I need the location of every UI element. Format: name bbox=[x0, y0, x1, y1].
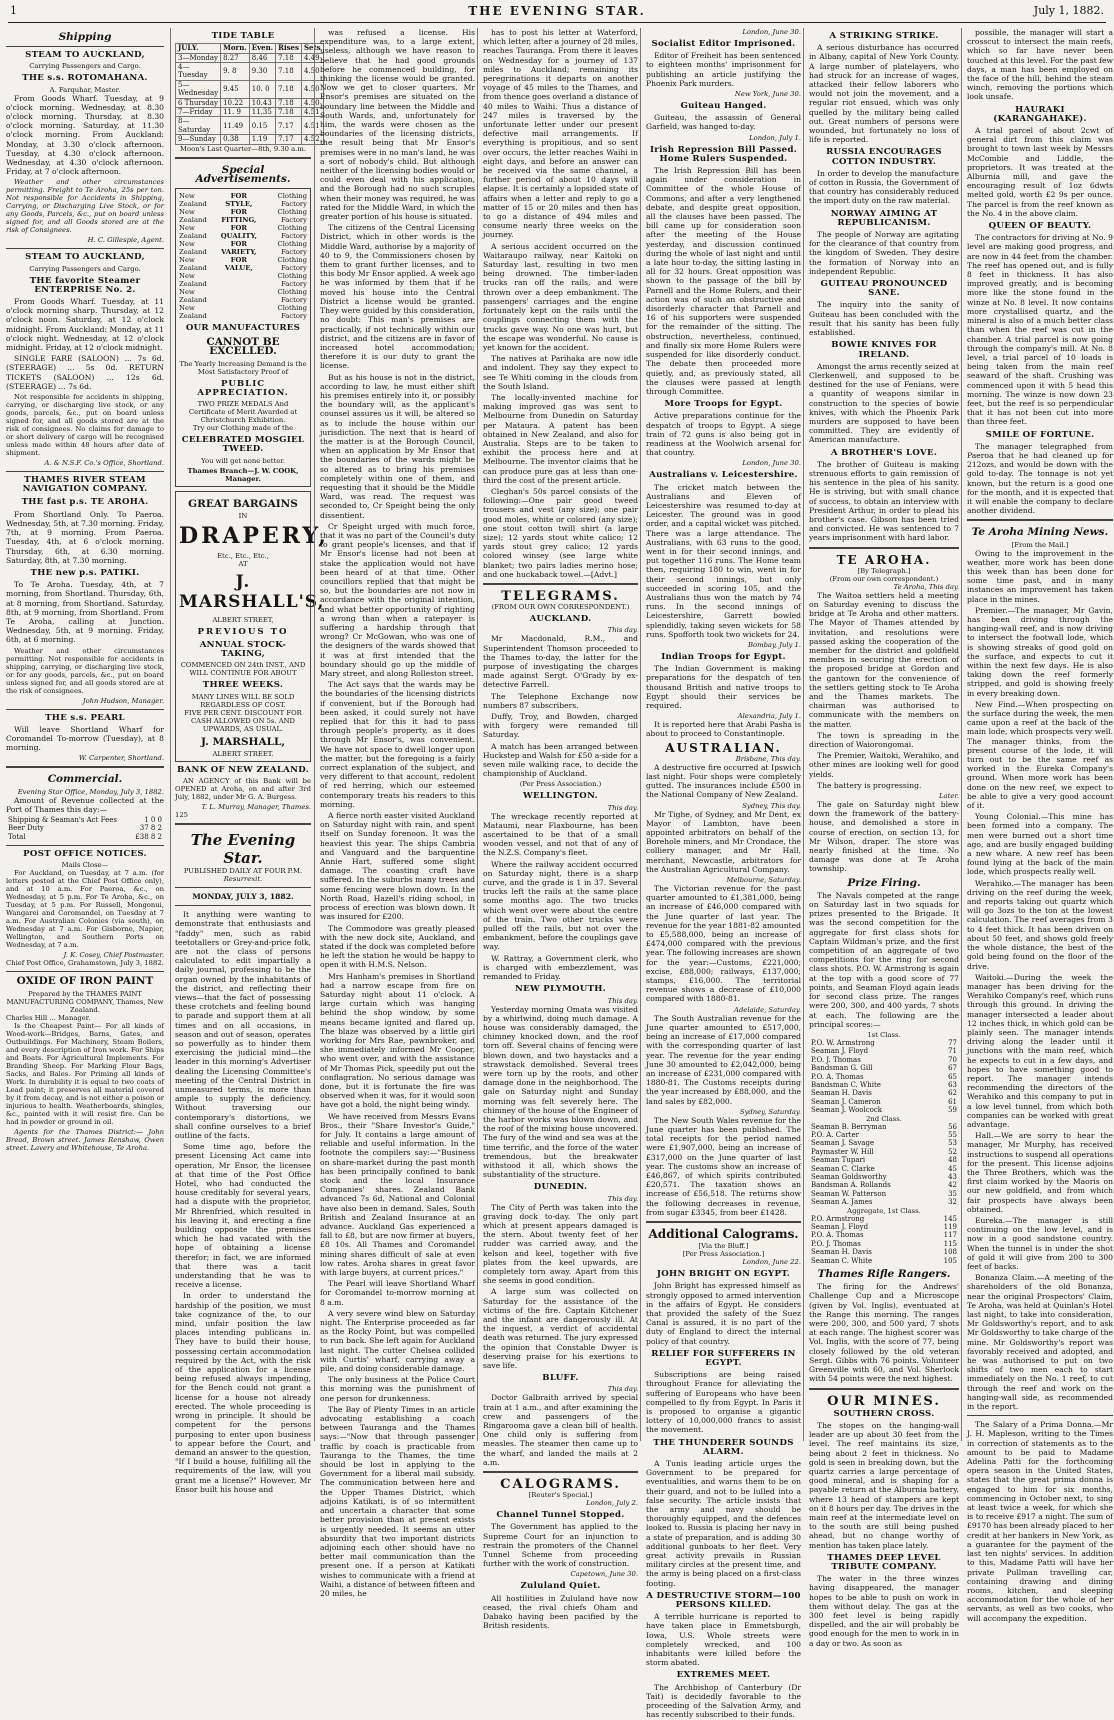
table-row: P.O. J. Thomas 70 bbox=[811, 1055, 957, 1064]
article-heading: THE THUNDERER SOUNDS ALARM. bbox=[653, 1437, 794, 1457]
section-additional-calograms: Additional Calograms. bbox=[648, 1226, 799, 1241]
section-aroha-mining-news: Te Aroha Mining News. bbox=[971, 526, 1109, 539]
table-row: Seaman H. Davis 62 bbox=[811, 1089, 957, 1098]
table-row: Paymaster W. Hill 52 bbox=[811, 1147, 957, 1156]
section-prize-firing: Prize Firing. bbox=[847, 876, 921, 889]
article-paragraph: The brother of Guiteau is making strenuous efforts to gain remission of his sentence in the plea of his sanity. He is striving, but with small chance of success, to obtain an interview with President Arthur, in order to plead his brother's case. Gibson has been tried and convicted. He was sentenced to 7 years imprisonment with hard labor. bbox=[809, 459, 959, 543]
table-row: Total £38 8 2 bbox=[8, 832, 162, 841]
table-row: Seaman C. White 105 bbox=[811, 1256, 957, 1265]
table-row: Seaman J. Floyd 119 bbox=[811, 1223, 957, 1232]
ad-rotomahana-heading: STEAM TO AUCKLAND, bbox=[25, 50, 145, 61]
table-row: P.O. A. Carter 55 bbox=[811, 1130, 957, 1139]
post-subheading: Mails Close— bbox=[61, 861, 109, 870]
ad-heading: CANNOT BE EXCELLED. bbox=[206, 336, 280, 358]
article-paragraph: Cleghan's 50s parcel consists of the following:—One pair good tweed trousers and vest (any size); one pair good moles, white or colored (any size); one stout cotton twill shirt (a large size); 12 yards stout white calico; 12 yards stout grey calico; 12 yards colored winsey (see large white blanket; two pairs ladies merino hose; and one huckaback towel.—[Advt.] bbox=[483, 486, 638, 579]
ad-note: Weather and other circumstances permitting. Freight to Te Aroha, 25s per ton. Not responsible for Accidents in Shipping, Carrying, or Discharging Live Stock, or for any Goods, Parcels, &c., put on board unless signed for, and all Goods stored are at the risk of Consignees. bbox=[6, 178, 164, 235]
article-paragraph: Duffy, Troy, and Bowden, charged with forgery were remanded till Saturday. bbox=[483, 712, 638, 740]
article-paragraph: For Auckland, on Tuesday, at 7 a.m. (for letters posted at the Chief Post Office only), and at 10 a.m. For Paeroa, &c., on Wednesday, at 5 p.m. For Te Aroha, &c., on Tuesday, at 5 p.m. For Russell, Mongonui, Wangarei and Coromandel, on Tuesday at 7 a.m. For Australian Colonies (via south), on Wednesday at 7 a.m. For Gisborne, Napier, Wellington, and Southern Ports on Wednesday, at 7 a.m. bbox=[6, 869, 164, 950]
article-paragraph: But as his house is not in the district, according to law, he must either shift his premises entirely into it, or possibly the boundary will, as the applicant's counsel assures us it will, be altered so as to include the house within our jurisdiction. The next that is heard of the matter is at the Borough Council, when an application by Mr Ensor that the boundaries of the wards might be so altered as to bring his premises completely within one of them, and requesting that it should be the Middle Ward, was read. The request was seconded to, Cr Speight being the only dissentient. bbox=[320, 372, 475, 520]
article-paragraph: The Telephone Exchange now numbers 87 subscribers. bbox=[483, 691, 638, 710]
article-heading: More Troops for Egypt. bbox=[664, 399, 783, 410]
article-heading: Indian Troops for Egypt. bbox=[661, 651, 786, 662]
article-paragraph: A terrible hurricane is reported to have taken place in Emmetsburgh, Iowa, U.S. Whole streets were completely wrecked, and 100 inhabitants were killed before the storm abated. bbox=[646, 1612, 801, 1668]
article-paragraph: A Tunis leading article urges the Government to be prepared for eventualities, and warns them to be on their guard, and not to be lulled into a false security. The article insists that the army and navy should be thoroughly equipped, and the defences looked to. Russia is placing her navy in a state of preparation, and is adding 30 additional gunboats to her fleet. Very great activity prevails in Russian military circles at the present time, and the army is being placed on a first-class footing. bbox=[646, 1459, 801, 1588]
table-row: P.O. A. Thomas 117 bbox=[811, 1231, 957, 1240]
scores-first-class bbox=[809, 1039, 959, 1115]
table-row: Seaman C. Clarke 45 bbox=[811, 1164, 957, 1173]
paper-nameplate: The Evening Star. bbox=[190, 830, 296, 867]
dateline-place: NEW PLYMOUTH. bbox=[514, 984, 607, 995]
leader-date: MONDAY, JULY 3, 1882. bbox=[192, 891, 294, 901]
article-paragraph: The Indian Government is making preparations for the despatch of ten thousand British and native troops to Egypt should their services be required. bbox=[646, 664, 801, 710]
article-heading: A BROTHER'S LOVE. bbox=[830, 447, 938, 458]
paint-ad-heading: OXIDE OF IRON PAINT bbox=[16, 975, 154, 988]
section-commercial: Commercial. bbox=[47, 773, 123, 786]
ship-name: THE favorite Steamer ENTERPRISE No. 2. bbox=[29, 275, 141, 295]
article-paragraph: John Bright has expressed himself as strongly opposed to armed intervention in the affairs of Egypt. He considers that provided the safety of the Suez Canal is assured, it is no part of the duty of England to direct the internal policy of that country. bbox=[646, 1281, 801, 1346]
ad-body: From Goods Wharf. Tuesday, at 9 o'clock morning. Wednesday, at 8.30 o'clock morning. Thursday, at 8.30 o'clock morning. Saturday, at 11.30 o'clock morning. From Auckland: Monday, at 3.30 o'clock afternoon. Tuesday, at 4.30 o'clock afternoon. Wednesday, at 4.30 o'clock afternoon. Friday, at 7 o'clock afternoon. bbox=[6, 93, 164, 177]
signature: J. K. Cosey, Chief Postmaster. bbox=[63, 951, 164, 960]
section-rifle-rangers: Thames Rifle Rangers. bbox=[817, 1268, 951, 1281]
ad-agents: Agents for the Thames District:— John Bread, Brown street. James Renshaw, Owen street. Lavery and Whitehouse, Te Aroha. bbox=[6, 1127, 164, 1152]
table-row: Seaman Tupari 48 bbox=[811, 1156, 957, 1165]
ship-master: A. Farquhar, Master. bbox=[49, 85, 121, 94]
article-paragraph: Werahiko.—The manager has been driving on the reef during the week, and reports taking out quartz which will go 3ozs to the ton at the lowest calculation. The reef averages from 3 to 4 feet thick. It has been driven on about 50 feet, and shows gold freely the whole distance, the best of the gold being found on the floor of the drive. bbox=[967, 878, 1113, 971]
scores-second-class bbox=[809, 1123, 959, 1207]
article-paragraph: The firing for the Andrews' Challenge Cup and a Microscope (given by Vol. Inglis), eventuated at the Range this morning. The ranges were 200, 300, and 500 yard, 7 shots at each range. The highest scorer was Vol. Inglis, with the score of 77, being closely followed by the old veteran Sergt. Gibbs with 76 points. Volunteer Greenville with 60, and Vol. Sherlock with 54 points were the next highest. bbox=[809, 1282, 959, 1384]
article-paragraph: We have received from Messrs Evans Bros., their "Share Investor's Guide," for July. It contains a large amount of reliable and useful information. In the footnote the compilers say:—"Business on share-market during the past month has been principally confined to bank stock and the local Insurance Companies' shares. Zealand Bank advanced 7s 6d, National and Colonial have also been in demand. Sales, South British and Zealand Insurance at an advance. Auckland Gas experienced a fall to £8, but are now firmer at buyers, £8 10s. All Thames and Coromandel mining shares difficult of sale at even low rates. Aroha shares in great favor with large buyers, at current prices." bbox=[320, 1111, 475, 1278]
article-paragraph: The Pearl will leave Shortland Wharf for Coromandel to-morrow morning at 8 a.m. bbox=[320, 1279, 475, 1307]
section-calograms: CALOGRAMS. bbox=[500, 1477, 621, 1493]
table-row: P.O. J. Thomas 115 bbox=[811, 1239, 957, 1248]
article-paragraph: The town is spreading in the direction of Waiorongomai. bbox=[809, 730, 959, 750]
article-paragraph: All hostilities in Zululand have now ceased, the rival chiefs Oham and Dabako having been pacified by the British residents. bbox=[483, 1593, 638, 1631]
article-heading: Zululand Quiet. bbox=[520, 1581, 601, 1592]
article-paragraph: The wreckage recently reported at Mataumi, near Flaxbourne, has been ascertained to be that of a small wooden vessel, and not that of any of the N.Z.S. Company's fleet. bbox=[483, 811, 638, 858]
table-row: Bandsman C. White 63 bbox=[811, 1080, 957, 1089]
leader-paragraph: It anything were wanting to demonstrate that enthusiasts and "faddy" men, such as rabid teetotallers or Grey-and-price folk, are not the class of persons calculated to edit impartially a daily journal, professing to be the organ owned by the inhabitants of the district, and reflecting their views—that the fact of possessing these crotchets and feeling bound to parade and support them at all times and on all occasions, in season and out of season, operates so powerfully as to hinder them exercising the judicial mind—the leader in this morning's Advertiser dealing the Licensing Committee's meeting of the Central District in unmeasured terms, is more than ample to supply the deficiency. Without traversing our contemporary's distortions, we shall confine ourselves to a brief outline of the facts. bbox=[175, 910, 311, 1140]
table-row: Seaman J. Savage 53 bbox=[811, 1139, 957, 1148]
article-paragraph: A serious accident occurred on the Waitaraupo railway, near Kaitoki on Saturday last, resulting in two men being drowned. The timber-laden trucks ran off the rails, and were thrown over a deep embankment. The passengers' carriages and the engine fortunately kept on the rails until the couplings connecting them with the trucks gave way. No one was hurt, but the escape was wonderful. No cause is yet known for the accident. bbox=[483, 241, 638, 352]
article-paragraph: Young Colonial.—This mine has been formed into a company. The men were burned out a short time ago, and are busily engaged building a new whare. A new reef has been found lying at the back of the main lode, which prospects really well. bbox=[967, 812, 1113, 877]
article-heading: A DESTRUCTIVE STORM—100 PERSONS KILLED. bbox=[646, 1590, 801, 1611]
article-paragraph: The citizens of the Central Licensing District, which in other words is the Middle Ward, authorise by a majority of 40 to 9, the Commissioners chosen by them to grant further licenses, and to this body Mr Ensor applied. A week ago he was informed by them that if he moved his house into the Central District a license would be granted. They were guided by this consideration, no doubt: This man's premises are practically, if not technically within our district, and the citizens are in favor of increased hotel accommodation; therefore it is our duty to grant the license. bbox=[320, 223, 475, 371]
article-paragraph: The South Australian revenue for the June quarter amounted to £517,000, being an increase of £17,000 compared with the corresponding quarter of last year. The revenue for the year ending June 30 amounted to £2,042,000, being an increase of £231,000 compared with 1880-81. The Customs receipts during the year increased by £88,000, and the land sales by £82,000. bbox=[646, 1013, 801, 1106]
section-telegrams: TELEGRAMS. bbox=[501, 588, 620, 604]
article-paragraph: The gale on Saturday night blew down the framework of the battery-house, and demolished a store in course of erection, on section 13, for Mr Wilson, draper. The store was nearly finished at the time. No damage was done at Te Aroha township. bbox=[809, 800, 959, 874]
ad-text: The Yearly Increasing Demand is the Most Satisfactory Proof of bbox=[179, 359, 307, 376]
ad-heading: GREAT BARGAINS bbox=[188, 497, 298, 510]
section-our-mines: OUR MINES. bbox=[827, 1393, 941, 1409]
article-heading: Irish Repression Bill Passed. Home Rulers Suspended. bbox=[649, 144, 798, 164]
article-paragraph: New Find.—When prospecting on the surface during the week, the men came upon a reef at the back of the main lode, which prospects very well. The manager thinks, from the present course of the lode, it will turn out to be the same reef as worked in the Eureka Company's ground. When more work has been done on the new reef, we expect to be able to give a very good account of it. bbox=[967, 699, 1113, 811]
article-paragraph: A large sum was collected on Saturday for the assistance of the victims of the fire. Captain Kitchener and the infant are dangerously ill. At the inquest, a verdict of accidental death was returned. The jury expressed the opinion that Constable Dwyer is deserving praise for his exertions to save life. bbox=[483, 1287, 638, 1371]
article-paragraph: Mrs Hanham's premises in Shortland had a narrow escape from fire on Saturday night about 11 o'clock. A large curtain which was hanging behind the shop window, by some means became ignited and flared up. The blaze was observed by a little girl working for Mrs Rae, pawnbroker, and she immediately informed Mr Cooper, who went over, and with the assistance of Mr Thomas Pick, speedily put out the conflagration. No serious damage was done, but it is fortunate the fire was observed when it was, for it would soon have got a hold, the night being windy. bbox=[320, 971, 475, 1110]
article-heading: SOUTHERN CROSS. bbox=[833, 1408, 935, 1419]
newspaper-title: THE EVENING STAR. bbox=[468, 4, 646, 18]
ad-body: Will leave Shortland Wharf for Coromandel To-morrow (Tuesday), at 8 morning. bbox=[6, 724, 164, 753]
article-heading: THAMES DEEP LEVEL TRIBUTE COMPANY. bbox=[827, 1552, 941, 1572]
article-heading: Socialist Editor Imprisoned. bbox=[651, 39, 796, 49]
clothing-left-col: New Zealand New Zealand New Zealand New Zealand New Zealand New Zealand New Zealand New Zealand bbox=[179, 192, 207, 321]
article-paragraph: Yesterday morning Omata was visited by a whirlwind, doing much damage. A house was considerably damaged, the chimney knocked down, and the roof torn off. Several chains of fencing were blown down, and two haystacks and a strawstack demolished. Several trees were torn up by the roots, and other damage done in the neighborhood. The gale on Saturday night and Sunday morning was felt severely here. The chimney of the house of the Engineer of the harbor works was blown down, and the roof of the mixing house uncovered. The fury of the wind and sea was at the time terrific, and the force of the water tremendous, but the breakwater withstood it all, which shows the substantiality of the structure. bbox=[483, 1004, 638, 1180]
column-7: possible, the manager will start a crosscut to intersect the main reefs, which so far have never been touched at this level. For the past few days, a man has been employed on the face of the hill, behind the steam winch, removing the portions which look unsafe. HAURAKI (KARANGAHAKE). A trial parcel of about 2cwt of general dirt from this claim was brought to town last week by Messrs McCombie and Liddle, the proprietors. It was treated at the Alburnia mill, and gave the encouraging result of 1oz 6dwts melted gold, worth £2 9s per ounce. The parcel is from the reef known as the No. 4 in the above claim. QUEEN OF BEAUTY. The contractors for driving at No. 9 level are making good progress, and are now in 44 feet from the chamber. The reef has opened out, and is fully 8 feet in thickness. It has also improved greatly, and is becoming more like the stone found in the winze at No. 8 level. It now contains more crystallised quartz, and the mineral is also of a much better class than when the reef was cut in the chamber. A trial parcel is now going through the company's mill. At No. 8 level, a trial parcel of 10 loads is being taken from the main reef seaward of the shaft. Crushing was commenced upon it with 5 head this morning. The winze is now down 23 feet, but the reef is so perpendicular that it has not been cut into more than three feet. SMILE OF FORTUNE. The manager telegraphed from Paeroa that he had cleaned up for 212ozs, and would be down with the gold to-day. The tonnage is not yet known, but the return is a good one for the month, and it is expected that it will enable the company to declare another dividend. Te Aroha Mining News. [From the Mail.] Owing to the improvement in the weather, more work has been done this week than has been done for some time past, and in many instances an improvement has taken place in the mines. Premier.—The manager, Mr Gavin, has been driving through the hanging-wall reef, and is now driving to intersect the footwall lode, which is showing streaks of good gold on the surface, and expects to cut it within the next few days. He is also taking down the reef formerly stripped, and gold is showing freely in every breaking down. New Find.—When prospecting on the surface during the week, the men came upon a reef at the back of the main lode, which prospects very well. The manager thinks, from the present course of the lode, it will turn out to be the same reef as worked in the Eureka Company's ground. When more work has been done on the new reef, we expect to be able to give a very good account of it. Young Colonial.—This mine has been formed into a company. The men were burned out a short time ago, and are busily engaged building a new whare. A new reef has been found lying at the back of the main lode, which prospects really well. Werahiko.—The manager has been driving on the reef during the week, and reports taking out quartz which will go 3ozs to the ton at the lowest calculation. The reef averages from 3 to 4 feet thick. It has been driven on about 50 feet, and shows gold freely the whole distance, the best of the gold being found on the floor of the drive. Waitoki.—During the week the manager has been driving for the Werahiko Company's reef, which runs through this ground. In driving the manager intersected a leader about 12 inches thick, in which gold can be plainly seen. The manager intends driving along the leader until it junctions with the main reef, which he expects to cut in a few days, and hopes to have something good to report. The manager intends recommending the directors of the Werahiko and this company to put in a low level tunnel, from which both companies can be worked with great advantage. Hall.—We are sorry to hear the manager, Mr Murphy, has received instructions to suspend all operations for the present. This license adjoins the Three Brothers, which was the first claim worked by the Maoris on our new goldfield, and from which fair prospects have always been obtained. Eureka.—The manager is still continuing on the low level, and is now in a good sandstone country. When the tunnel is in under the shot of gold it will give from 200 to 300 feet of backs. Bonanza Claim.—A meeting of the shareholders of the old Bonanza, near the original Prospectors' Claim, Te Aroha, was held at Quinlan's Hotel last night, to take into consideration, Mr Goldsworthy's report, and to ask Mr Goldsworthy to take charge of the mine. Mr Goldsworthy's report was favorably received and adopted, and he was authorised to put on two shifts of two men each to start immediately on the No. 1 reef, to cut through the reef and work on the hanging-wall side, as recommended in the report. The Salary of a Prima Donna.—Mr J. H. Mapleson, writing to the Times in correction of statements as to the amount to be paid to Madame Adelina Patti for the forthcoming opera season in the United States, states that the great prima donna is engaged to him for six months, commencing in October next, to sing at least twice a week, for which she is to receive £917 a night. The sum of £9170 has been already placed to her credit at her bankers in New York, as a guarantee for the payment of the last ten nights' services. In addition to this, Madame Patti will have her private Pullman travelling car, containing drawing and dining rooms, kitchen, and sleeping accommodation for the whole of her servants, as well as two cooks, who will accompany the expedition. bbox=[961, 28, 1113, 1441]
leader-paragraph: In order to understand the hardship of the position, we must take cognizance of the, to our mind, unfair position the law places intending publicans in. They have to build their house, possessing certain accommodation required by the Act, with the risk of the application for a license being refused always impending, for the Bench could not grant a license for a house not already erected. The whole proceeding is wrong in principle. It should be competent for the persons purposing to enter upon business to appear before the Court, and demand an answer to the question, "If I build a house, fulfilling all the requirements of the law, will you grant me a license?" However, Mr Ensor built his house and bbox=[175, 1291, 311, 1494]
table-row: 7—Friday 11. 9 11.35 7.18 4.51 bbox=[176, 108, 324, 117]
table-row: Seaman J. Woolcock 59 bbox=[811, 1106, 957, 1115]
table-row: P.O. W. Armstrong 77 bbox=[811, 1038, 957, 1047]
masthead bbox=[8, 4, 1106, 23]
article-paragraph: The Premier, Waitoki, Werahiko, and other mines are looking well for good yields. bbox=[809, 751, 959, 779]
ad-agent: H. C. Gillespie, Agent. bbox=[87, 236, 164, 245]
article-heading: RELIEF FOR SUFFERERS IN EGYPT. bbox=[651, 1348, 796, 1368]
table-row: Seaman B. Berryman 56 bbox=[811, 1122, 957, 1131]
dateline-place: WELLINGTON. bbox=[523, 791, 598, 802]
table-row: Shipping & Seaman's Act Fees 1 0 0 bbox=[8, 815, 162, 824]
table-row: 4—Tuesday 9. 8 9.30 7.18 4.50 bbox=[176, 63, 324, 81]
article-paragraph: A serious disturbance has occurred in Albany, capital of New York County. A large number of platelayers, who had struck for an increase of wages, attacked their fellow laborers who would not join the movement, and a regular riot ensued, which was only quelled by the military being called out. Great numbers of persons were wounded, but fortunately no loss of life is reported. bbox=[809, 43, 959, 145]
ad-agent: W. Carpenter, Shortland. bbox=[78, 754, 164, 763]
article-paragraph: The Government has applied to the Supreme Court for an injunction to restrain the promoters of the Channel Tunnel Scheme from proceeding further with the work of construction. bbox=[483, 1522, 638, 1569]
article-paragraph: The cricket match between the Australians and Eleven of Leicestershire was resumed to-day at Leicester. The ground was in good order, and a capital wicket was pitched. There was a large attendance. The Australians, with 63 runs to the good, went in for their second innings, and put together 116 runs. The Home team then, requiring 180 to win, went in for their second innings, but only succeeded in scoring 105, and the Australians thus won the match by 74 runs. In the second innings of Leicestershire, Garrett bowled splendidly, taking seven wickets for 58 runs. Spofforth took two wickets for 24. bbox=[646, 482, 801, 639]
article-heading: Guiteau Hanged. bbox=[680, 101, 767, 112]
article-heading: HAURAKI (KARANGAHAKE). bbox=[993, 104, 1087, 124]
article-paragraph: possible, the manager will start a crosscut to intersect the main reefs, which so far have never been touched at this level. For the past few days, a man has been employed on the face of the hill, behind the steam winch, removing the portions which look unsafe. bbox=[967, 28, 1113, 102]
ad-branch: Thames Branch—J. W. COOK, Manager. bbox=[187, 466, 299, 483]
article-paragraph: has to post his letter at Waterford, which letter, after a journey of 28 miles, reaches Tauranga. From there it leaves on Wednesday for a journey of 137 miles to Auckland; remaining its peregrinations it departs on another voyage of 45 miles to the Thames, and from thence goes overland a distance of 40 miles to Waihi. Thus a distance of 247 miles is traversed by the unfortunate letter under our present defective mail arrangements. If everything is propitious, and so sent over occurs, the letter reaches Waihi in eight days, and before an answer can be received via the same channel, a further period of about 10 days will elapse. It is certainly a lopsided state of affairs when a letter and reply to go a matter of 15 or 20 miles and then has to go a distance of 494 miles and consume nearly three weeks on the journey. bbox=[483, 28, 638, 240]
article-paragraph: A fierce north easter visited Auckland on Saturday night with rain, and spent itself on Sunday forenoon. It was the heaviest this year. The ships Cambria and Vanguard and the barquentine Annie Hart, suffered some slight damage. The coasting craft have suffered. In the suburbs many trees and some fencing were blown down. In the North Road, Hazell's riding school, in process of erection was blown down. It was insured for £200. bbox=[320, 811, 475, 922]
table-row: P.O. Armstrong 145 bbox=[811, 1214, 957, 1223]
table-row: P.O. A. Thomas 65 bbox=[811, 1072, 957, 1081]
signature: T. L. Murray, Manager, Thames. bbox=[201, 802, 311, 811]
article-paragraph: In order to develop the manufacture of cotton in Russia, the Government of that country has considerably reduced the import duty on the raw material. bbox=[809, 168, 959, 206]
article-paragraph: A very severe wind blew on Saturday night. The Enterprise proceeded as far as the Rocky Point, but was compelled to run back. She left again for Auckland last night. The cutter Chelsea collided with Curtis' wharf, carrying away a pile, and doing considerable damage. bbox=[320, 1308, 475, 1374]
column-2: TIDE TABLE JULY. Morn. Even. Rises Sets 3—Monday 8.27 8.46 7.18 4.49 4—Tuesday 9. 8 9.30 7.18 4.50 5—Wednesday 9.45 10. 0 7.18 4.50 6 Thursday 10.22 10.43 7.18 4.50 7—Friday 11. 9 11.35 7.18 4.51 8—Saturday 11.49 0.15 7.17 4.51 9—Sunday 0.38 1.19 7.17 4.52 Moon's Last Quarter—8th, 9.30 a.m. Special Advertisements. New Zealand New Zealand New Zealand New Zealand New Zealand New Zealand New Zealand New Zealand FOR STYLE, FOR FITTING, FOR QUALITY, FOR VARIETY, FOR VALUE, Clothing Factory Clothing Factory Clothing Factory Clothing Factory Clothing Factory Clothing Factory Clothing Factory Clothing Factory OUR MANUFACTURES CANNOT BE EXCELLED. The Yearly Increasing Demand is the Most Satisfactory Proof of PUBLIC APPRECIATION. TWO PRIZE MEDALS And Certificate of Merit Awarded at Christchurch Exhibition. Try our Clothing made of the CELEBRATED MOSGIEL TWEED. You will get none better. Thames Branch—J. W. COOK, Manager. GREAT BARGAINS IN DRAPERY, Etc., Etc., Etc., AT J. MARSHALL'S, ALBERT STREET, PREVIOUS TO ANNUAL STOCK-TAKING, COMMENCED ON 24th INST., AND WILL CONTINUE FOR ABOUT THREE WEEKS. MANY LINES WILL BE SOLD REGARDLESS OF COST. FIVE PER CENT. DISCOUNT FOR CASH ALLOWED ON 5s. AND UPWARDS, AS USUAL. J. MARSHALL, ALBERT STREET. BANK OF NEW ZEALAND. AN AGENCY of this Bank will be OPENED at Aroha, on and after 3rd July, 1882, under Mr G. A. Burgess. T. L. Murray, Manager, Thames. 125 The Evening Star. PUBLISHED DAILY AT FOUR P.M. Resurrexit. MONDAY, JULY 3, 1882. It anything were wanting to demonstrate that enthusiasts and "faddy" men, such as rabid teetotallers or Grey-and-price folk, are not the class of persons calculated to edit impartially a daily journal, professing to be the organ owned by the inhabitants of the district, and reflecting their views—that the fact of possessing these crotchets and feeling bound to parade and support them at all times and on all occasions, in season and out of season, operates so powerfully as to hinder them exercising the judicial mind—the leader in this morning's Advertiser dealing the Licensing Committee's meeting of the Central District in unmeasured terms, is more than ample to supply the deficiency. Without traversing our contemporary's distortions, we shall confine ourselves to a brief outline of the facts. Some time ago, before the present Licensing Act came into operation, Mr Ensor, the licensee at that time of the Post Office Hotel, who had conducted the house creditably for several years, had a dispute with the proprietor, Mr Rhrenfried, which resulted in his leaving it, and erecting a fine building opposite the premises which he had vacated with the hope of obtaining a license therefor; in fact, we are informed that there was a tacit understanding that he was to receive a license. In order to understand the hardship of the position, we must take cognizance of the, to our mind, unfair position the law places intending publicans in. They have to build their house, possessing certain accommodation required by the Act, with the risk of the application for a license being refused always impending, for the Bench could not grant a license for a house not already erected. The whole proceeding is wrong in principle. It should be competent for the persons purposing to enter upon business to appear before the Court, and demand an answer to the question, "If I build a house, fulfilling all the requirements of the law, will you grant me a license?" However, Mr Ensor built his house and bbox=[170, 28, 311, 1441]
dateline-place: AUCKLAND. bbox=[529, 614, 592, 625]
ad-body: From Goods Wharf. Tuesday, at 11 o'clock morning sharp. Thursday, at 12 o'clock noon. Saturday, at 12 o'clock midnight. From Auckland: Monday, at 11 o'clock night. Wednesday, at 12 o'clock midnight. Friday, at 12 o'clock midnight. bbox=[6, 297, 164, 353]
article-paragraph: The manager telegraphed from Paeroa that he had cleaned up for 212ozs, and would be down with the gold to-day. The tonnage is not yet known, but the return is a good one for the month, and it is expected that it will enable the company to declare another dividend. bbox=[967, 441, 1113, 516]
ad-body: From Shortland Only. To Paeroa. Wednesday, 5th, at 7.30 morning. Friday, 7th, at 9 morning. From Paeroa. Tuesday, 4th, at 6 o'clock morning. Thursday, 6th, at 6.30 morning. Saturday, 8th, at 7.30 morning. bbox=[6, 509, 164, 565]
ship-name: THE s.s. ROTOMAHANA. bbox=[22, 73, 148, 84]
article-heading: A STRIKING STRIKE. bbox=[829, 31, 939, 41]
article-paragraph: The Victorian revenue for the past quarter amounted to £1,381,000, being an increase of £46,000 compared with the June quarter of last year. The revenue for the year 1881-82 amounted to £5,588,000, being an increase of £474,000 compared with the previous year. The following increases are shown for the year:—Customs, £221,000; excise, £88,000; railways, £137,000; stamps, £16,000. The territorial revenue shows a decrease of £10,000 compared with 1880-81. bbox=[646, 884, 801, 1004]
dateline-place: DUNEDIN. bbox=[533, 1182, 588, 1193]
column-5: London, June 30. Socialist Editor Imprisoned. Editor of Freiheit has been sentenced to eighteen months' imprisonment for publishing an article justifying the Phoenix Park murders. New York, June 30. Guiteau Hanged. Guiteau, the assassin of General Garfield, was hanged to-day. London, July 1. Irish Repression Bill Passed. Home Rulers Suspended. The Irish Repression Bill has been again under consideration in Committee of the whole House of Commons, and after a very lengthened debate, and despite great opposition, all the clauses have been passed. The bill came up for consideration soon after the meeting of the House yesterday, and discussion continued during the whole of last night and until a late hour to-day, the sitting lasting in all for 32 hours. Great opposition was shown to the passage of the bill by Parnell and the Home Rulers, and their action was of such an obstructive and disorderly character that Parnell and 16 of his supporters were suspended for the remainder of the sitting. The obstruction, nevertheless, continued, and finally six more Home Rulers were suspended for like disorderly conduct. The debate then proceeded more quietly, and, as previously stated, all the clauses were passed at length through Committee. More Troops for Egypt. Active preparations continue for the despatch of troops to Egypt. A siege train of 72 guns is also being got in readiness at the Woolwich arsenal for that country. London, June 30. Australians v. Leicestershire. The cricket match between the Australians and Eleven of Leicestershire was resumed to-day at Leicester. The ground was in good order, and a capital wicket was pitched. There was a large attendance. The Australians, with 63 runs to the good, went in for their second innings, and put together 116 runs. The Home team then, requiring 180 to win, went in for their second innings, but only succeeded in scoring 105, and the Australians thus won the match by 74 runs. In the second innings of Leicestershire, Garrett bowled splendidly, taking seven wickets for 58 runs. Spofforth took two wickets for 24. Bombay, July 1. Indian Troops for Egypt. The Indian Government is making preparations for the despatch of ten thousand British and native troops to Egypt should their services be required. Alexandria, July 1. It is reported here that Arabi Pasha is about to proceed to Constantinople. AUSTRALIAN. Brisbane, This day. A destructive fire occurred at Ipswich last night. Four shops were completely gutted. The insurances include £500 in the National Company of New Zealand. Sydney, This day. Mr Tighe, of Sydney, and Mr Dent, ex Mayor of Lambton, have been appointed arbitrators on behalf of the Borehole miners, and Mr Crondace, the colliery manager, and Mr Hall, merchant, Newcastle, arbitrators for the Australian Agricultural Company. Melbourne, Saturday. The Victorian revenue for the past quarter amounted to £1,381,000, being an increase of £46,000 compared with the June quarter of last year. The revenue for the year 1881-82 amounted to £5,588,000, being an increase of £474,000 compared with the previous year. The following increases are shown for the year:—Customs, £221,000; excise, £88,000; railways, £137,000; stamps, £16,000. The territorial revenue shows a decrease of £10,000 compared with 1880-81. Adelaide, Saturday. The South Australian revenue for the June quarter amounted to £517,000, being an increase of £17,000 compared with the corresponding quarter of last year. The revenue for the year ending June 30 amounted to £2,042,000, being an increase of £231,000 compared with 1880-81. The Customs receipts during the year increased by £88,000, and the land sales by £82,000. Sydney, Saturday. The New South Wales revenue for the June quarter has been published. The total receipts for the period named were £1,907,000, being an increase of £317,000 on the June quarter of last year. The customs show an increase of £46,867, of which spirits contributed £20,571. The taxation shows an increase of £56,518. The returns show the following decreases in revenue, from sugar £3345, from beer £1428. Additional Calograms. [Via the Bluff.] [Per Press Association.] London, June 22. JOHN BRIGHT ON EGYPT. John Bright has expressed himself as strongly opposed to armed intervention in the affairs of Egypt. He considers that provided the safety of the Suez Canal is assured, it is no part of the duty of England to direct the internal policy of that country. RELIEF FOR SUFFERERS IN EGYPT. Subscriptions are being raised throughout France for alleviating the suffering of Europeans who have been compelled to fly from Egypt. In Paris it is proposed to organise a gigantic lottery of 10,000,000 francs to assist the movement. THE THUNDERER SOUNDS ALARM. A Tunis leading article urges the Government to be prepared for eventualities, and warns them to be on their guard, and not to be lulled into a false security. The article insists that the army and navy should be thoroughly equipped, and the defences looked to. Russia is placing her navy in a state of preparation, and is adding 30 additional gunboats to her fleet. Very great activity prevails in Russian military circles at the present time, and the army is being placed on a first-class footing. A DESTRUCTIVE STORM—100 PERSONS KILLED. A terrible hurricane is reported to have taken place in Emmetsburgh, Iowa, U.S. Whole streets were completely wrecked, and 100 inhabitants were killed before the storm abated. EXTREMES MEET. The Archbishop of Canterbury (Dr Tait) is decidedly favorable to the proceeding of the Salvation Army, and has recently subscribed to their funds. bbox=[640, 28, 801, 1441]
scores-aggregate bbox=[809, 1215, 959, 1265]
ad-text: TWO PRIZE MEDALS And Certificate of Merit Awarded at Christchurch Exhibition. bbox=[188, 400, 298, 425]
table-row: Seaman J. Cameron 61 bbox=[811, 1097, 957, 1106]
article-paragraph: The Navals competed at the range on Saturday last in two squads for prizes presented to the Brigade. It was the second competition for the aggregate for first class shots for Captain Wildman's prize, and the first competition of an aggregate of two competitions for the ring for second class shots. P.O. W. Armstrong is again at the top with a good score of 77 points, and Seaman Floyd again leads for second class prize. The ranges were 200, 300, and 400 yards, 7 shots at each. The following are the principal scores:— bbox=[809, 890, 959, 1029]
article-heading: JOHN BRIGHT ON EGYPT. bbox=[656, 1269, 791, 1280]
dateline: Evening Star Office, Monday, July 3, 1882. bbox=[17, 787, 164, 796]
article-paragraph: The inquiry into the sanity of Guiteau has been concluded with the result that his sanity has been fully established. bbox=[809, 300, 959, 338]
article-paragraph: The Commodore was greatly pleased with the new dock site, Auckland, and stated if the dock was completed before he left the station he would be happy to open it with H.M.S. Nelson. bbox=[320, 923, 475, 970]
ship-name: THE new p.s. PATIKI. bbox=[30, 567, 140, 578]
table-row: Bandsman G. Gill 67 bbox=[811, 1064, 957, 1073]
dateline: Chief Post Office, Grahamstown, July 3, 1882. bbox=[6, 959, 164, 968]
article-paragraph: Cr Speight urged with much force, that it was no part of the Council's duty to grant people's licenses, and that if Mr Ensor's license had not been at stake the application would not have been heard of at that time. Other councillors replied that that might be so, but the boundaries are not now in accordance with the original intention, and what better opportunity of righting a wrong than when a ratepayer is suffering a hardship through that wrong? Cr McGowan, who was one of the designers of the wards showed that it was at first intended that the boundary should go up the middle of Mary street, and along Rolleston street. bbox=[320, 521, 475, 679]
ad-note: Not responsible for accidents in shipping, carrying, or discharging live stock, or any goods, parcels, &c., put on board unless signed for, and all goods stored are at the risk of consignees. No claims for damage to or short delivery of cargo will be recognised unless made within 48 hours after date of shipment. bbox=[6, 393, 164, 458]
clothing-right-col: Clothing Factory Clothing Factory Clothing Factory Clothing Factory Clothing Factory Clothing Factory Clothing Factory Clothing Factory bbox=[277, 192, 307, 321]
article-heading: EXTREMES MEET. bbox=[676, 1670, 771, 1681]
ship-name: THE s.s. PEARL bbox=[45, 712, 125, 723]
article-paragraph: The contractors for driving at No. 9 level are making good progress, and are now in 44 feet from the chamber. The reef has opened out, and is fully 8 feet in thickness. It has also improved greatly, and is becoming more like the stone found in the winze at No. 8 level. It now contains more crystallised quartz, and the mineral is also of a much better class than when the reef was cut in the chamber. A trial parcel is now going through the company's mill. At No. 8 level, a trial parcel of 10 loads is being taken from the main reef seaward of the shaft. Crushing was commenced upon it with 5 head this morning. The winze is now down 23 feet, but the reef is so perpendicular that it has not been cut into more than three feet. bbox=[967, 233, 1113, 427]
article-paragraph: The only business at the Police Court this morning was the punishment of one person for drunkenness. bbox=[320, 1375, 475, 1403]
clothing-factory-ad bbox=[175, 188, 311, 486]
ad-subheading: Prepared by the THAMES PAINT MANUFACTURING COMPANY, Thames, New Zealand. bbox=[6, 989, 164, 1014]
article-paragraph: The Waitoa settlers held a meeting on Saturday evening to discuss the bridge at Te Aroha and other matters. The Mayor of Thames attended by invitation, and resolutions were passed asking the cooperation of the member for the district and goldfield members in securing the erection of the proposed bridge at Gordon and the gantown for the convenience of the settlers getting stock to Te Aroha and the Thames markets. The chairman was authorised to communicate with the members on the matter. bbox=[809, 590, 959, 729]
section-te-aroha: TE AROHA. bbox=[836, 552, 932, 567]
table-row: Seaman W. Patterson 35 bbox=[811, 1189, 957, 1198]
table-row: Seaman J. Floyd 71 bbox=[811, 1047, 957, 1056]
article-heading: Channel Tunnel Stopped. bbox=[496, 1510, 625, 1521]
section-australian: AUSTRALIAN. bbox=[665, 740, 782, 755]
article-heading: NORWAY AIMING AT REPUBLICANISM. bbox=[830, 208, 938, 228]
article-paragraph: Owing to the improvement in the weather, more work has been done this week than has been done for some time past, and in many instances an improvement has taken place in the mines. bbox=[967, 548, 1113, 604]
ad-note: Weather and other circumstances permitting. Not responsible for accidents in shipping, carrying, or discharging live stock, or for any goods, parcels, &c., put on board unless signed for, and all goods stored are at the risk of consignees. bbox=[6, 646, 164, 695]
article-paragraph: The City of Perth was taken into the graving dock to-day. The only part which at present appears damaged is the stern. About twenty feet of her rudder was carried away, and the kelson and keel, together with five plates from the keel upwards, are completely torn away. Apart from this she seems in good condition. bbox=[483, 1202, 638, 1286]
leader-paragraph: Some time ago, before the present Licensing Act came into operation, Mr Ensor, the licensee at that time of the Post Office Hotel, who had conducted the house creditably for several years, had a dispute with the proprietor, Mr Rhrenfried, which resulted in his leaving it, and erecting a fine building opposite the premises which he had vacated with the hope of obtaining a license therefor; in fact, we are informed that there was a tacit understanding that he was to receive a license. bbox=[175, 1142, 311, 1290]
ad-subheading: Carrying Passengers and Cargo. bbox=[29, 62, 141, 71]
table-row: Seaman A. James 32 bbox=[811, 1198, 957, 1207]
revenue-table bbox=[6, 816, 164, 841]
ad-agent: John Hudson, Manager. bbox=[82, 696, 164, 705]
article-paragraph: The locally-invented machine for making improved gas was sent to Melbourne from Dunedin on Saturday per Mataura. A patent has been obtained in New Zealand, and also for Australia. Steps are to be taken to exhibit the process here and at Melbourne. The inventor claims that he can produce pure gas at less than one-third the cost of the present article. bbox=[483, 392, 638, 485]
ad-heading-large: DRAPERY, bbox=[179, 522, 329, 549]
article-heading: SMILE OF FORTUNE. bbox=[985, 429, 1095, 440]
table-row: Seaman Goldsworthy 43 bbox=[811, 1173, 957, 1181]
ad-thames-river-heading: THAMES RIVER STEAM NAVIGATION COMPANY. bbox=[22, 475, 148, 495]
table-row: 9—Sunday 0.38 1.19 7.17 4.52 bbox=[176, 135, 324, 144]
clothing-mid-col: FOR STYLE, FOR FITTING, FOR QUALITY, FOR VARIETY, FOR VALUE, bbox=[220, 192, 257, 273]
article-paragraph: The stopes on the hanging-wall leader are up about 30 feet from the level. The reef maintains its size, being about 2 feet in thickness. No gold is seen in breaking down, but the quartz carries a large percentage of good mineral, and is shaping for a payable return at the Alburnia battery, where 13 head of stampers are kept on it 8 hours per day. The drives in the main reef at the intermediate level on to the south are still being pushed ahead, but no change worthy of mention has taken place lately. bbox=[809, 1420, 959, 1550]
ship-name: THE fast p.s. TE AROHA. bbox=[21, 497, 149, 508]
marshall-drapery-ad: GREAT BARGAINS IN DRAPERY, Etc., Etc., Etc., AT J. MARSHALL'S, ALBERT STREET, PREVIOUS TO ANNUAL STOCK-TAKING, COMMENCED ON 24th INST., AND WILL CONTINUE FOR ABOUT THREE WEEKS. MANY LINES WILL BE SOLD REGARDLESS OF COST. FIVE PER CENT. DISCOUNT FOR CASH ALLOWED ON 5s. AND UPWARDS, AS USUAL. J. MARSHALL, ALBERT STREET. bbox=[175, 491, 311, 762]
ad-fares: SINGLE FARE (SALOON) ... 7s 6d. (STEERAGE) ... 5s 0d. RETURN TICKETS (SALOON) ... 12s 6d. (STEERAGE) ... 7s 6d. bbox=[6, 354, 164, 391]
article-heading: BOWIE KNIVES FOR IRELAND. bbox=[831, 340, 937, 360]
article-paragraph: The Act says that the wards may be the boundaries of the licensing districts if convenient, but if the Borough had been asked, it could surely not have replied that for this it had to pass through people's property, as it does through Mr Ensor's, was convenient. We have not space to dwell longer upon the matter, but the foregoing is a fairly correct explanation of the subject, and very different to that account, redolent of red herring, which our esteemed contemporary treats his readers to this morning. bbox=[320, 680, 475, 809]
column-1 bbox=[6, 28, 164, 1441]
ad-heading-large: J. MARSHALL'S, bbox=[179, 571, 325, 612]
ad-subheading: Carrying Passengers and Cargo. bbox=[29, 264, 141, 273]
tide-table bbox=[175, 43, 324, 144]
table-row: Bandsman A. Rollands 42 bbox=[811, 1181, 957, 1190]
ad-text: You will get none better. bbox=[201, 456, 285, 465]
article-paragraph: was refused a license. His expenditure was, to a large extent, useless, although we have reason to believe that he had good grounds before he commenced building, for thinking the license would be granted. Now we get to closer quarters. Mr Ensor's premises are situated on the boundary line between the Middle and South Wards, and, unfortunately for him, the wards were chosen as the boundaries of the licensing districts, the result being that Mr Ensor's premises were in no man's land, he was a sort of nobody's child. But although neither of the licensing bodies would or could even deal with his application, and the Borough had no such scruples when their money was required, he was rated for the Middle Ward, in which the greater portion of his house is situated. bbox=[320, 28, 475, 222]
article-paragraph: A trial parcel of about 2cwt of general dirt from this claim was brought to town last week by Messrs McCombie and Liddle, the proprietors. It was treated at the Alburnia mill, and gave the encouraging result of 1oz 6dwts melted gold, worth £2 9s per ounce. The parcel is from the reef known as the No. 4 in the above claim. bbox=[967, 126, 1113, 218]
article-paragraph: W. Rattray, a Government clerk, who is charged with embezzlement, was remanded to Friday. bbox=[483, 953, 638, 982]
article-paragraph: Bonanza Claim.—A meeting of the shareholders of the old Bonanza, near the original Prospectors' Claim, Te Aroha, was held at Quinlan's Hotel last night, to take into consideration, Mr Goldsworthy's report, and to ask Mr Goldsworthy to take charge of the mine. Mr Goldsworthy's report was favorably received and adopted, and he was authorised to put on two shifts of two men each to start immediately on the No. 1 reef, to cut through the reef and work on the hanging-wall side, as recommended in the report. bbox=[967, 1273, 1113, 1412]
ad-heading: CELEBRATED MOSGIEL TWEED. bbox=[181, 435, 305, 455]
article-paragraph: Mr Macdonald, R.M., and Superintendent Thomson proceeded to the Thames to-day, the latter for the purpose of investigating the charges made against Sergt. O'Grady by ex-detective Farrell. bbox=[483, 634, 638, 690]
article-paragraph: Hall.—We are sorry to hear the manager, Mr Murphy, has received instructions to suspend all operations for the present. This license adjoins the Three Brothers, which was the first claim worked by the Maoris on our new goldfield, and from which fair prospects have always been obtained. bbox=[967, 1131, 1113, 1214]
article-paragraph: Waitoki.—During the week the manager has been driving for the Werahiko Company's reef, which runs through this ground. In driving the manager intersected a leader about 12 inches thick, in which gold can be plainly seen. The manager intends driving along the leader until it junctions with the main reef, which he expects to cut in a few days, and hopes to have something good to report. The manager intends recommending the directors of the Werahiko and this company to put in a low level tunnel, from which both companies can be worked with great advantage. bbox=[967, 972, 1113, 1129]
article-paragraph: A destructive fire occurred at Ipswich last night. Four shops were completely gutted. The insurances include £500 in the National Company of New Zealand. bbox=[646, 762, 801, 800]
column-4: has to post his letter at Waterford, which letter, after a journey of 28 miles, reaches Tauranga. From there it leaves on Wednesday for a journey of 137 miles to Auckland; remaining its peregrinations it departs on another voyage of 45 miles to the Thames, and from thence goes overland a distance of 40 miles to Waihi. Thus a distance of 247 miles is traversed by the unfortunate letter under our present defective mail arrangements. If everything is propitious, and so sent over occurs, the letter reaches Waihi in eight days, and before an answer can be received via the same channel, a further period of about 10 days will elapse. It is certainly a lopsided state of affairs when a letter and reply to go a matter of 15 or 20 miles and then has to go a distance of 494 miles and consume nearly three weeks on the journey. A serious accident occurred on the Waitaraupo railway, near Kaitoki on Saturday last, resulting in two men being drowned. The timber-laden trucks ran off the rails, and were thrown over a deep embankment. The passengers' carriages and the engine fortunately kept on the rails until the couplings connecting them with the trucks gave way. No one was hurt, but the escape was wonderful. No cause is yet known for the accident. The natives at Parihaka are now idle and indolent. They say they expect to see Te Whiti coming in the clouds from the South Island. The locally-invented machine for making improved gas was sent to Melbourne from Dunedin on Saturday per Mataura. A patent has been obtained in New Zealand, and also for Australia. Steps are to be taken to exhibit the process here and at Melbourne. The inventor claims that he can produce pure gas at less than one-third the cost of the present article. Cleghan's 50s parcel consists of the following:—One pair good tweed trousers and vest (any size); one pair good moles, white or colored (any size); one stout cotton twill shirt (a large size); 12 yards stout white calico; 12 yards stout grey calico; 12 yards colored winsey (see large white blanket; two pairs ladies merino hose; and one huckaback towel.—[Advt.] TELEGRAMS. (FROM OUR OWN CORRESPONDENT.) AUCKLAND. This day. Mr Macdonald, R.M., and Superintendent Thomson proceeded to the Thames to-day, the latter for the purpose of investigating the charges made against Sergt. O'Grady by ex-detective Farrell. The Telephone Exchange now numbers 87 subscribers. Duffy, Troy, and Bowden, charged with forgery were remanded till Saturday. A match has been arranged between Huckstep and Walsh for £50 a-side for a seven mile walking race, to decide the championship of Auckland. (Per Press Association.) WELLINGTON. This day. The wreckage recently reported at Mataumi, near Flaxbourne, has been ascertained to be that of a small wooden vessel, and not that of any of the N.Z.S. Company's fleet. Where the railway accident occurred on Saturday night, there is a sharp curve, and the grade is 1 in 37. Several trucks left the rails at the same place some months ago. The two trucks which went over were about the centre of the train. Two other trucks were pulled off the rails, but not over the embankment, before the couplings gave way. W. Rattray, a Government clerk, who is charged with embezzlement, was remanded to Friday. NEW PLYMOUTH. This day. Yesterday morning Omata was visited by a whirlwind, doing much damage. A house was considerably damaged, the chimney knocked down, and the roof torn off. Several chains of fencing were blown down, and two haystacks and a strawstack demolished. Several trees were torn up by the roots, and other damage done in the neighborhood. The gale on Saturday night and Sunday morning was felt severely here. The chimney of the house of the Engineer of the harbor works was blown down, and the roof of the mixing house uncovered. The fury of the wind and sea was at the time terrific, and the force of the water tremendous, but the breakwater withstood it all, which shows the substantiality of the structure. DUNEDIN. This day. The City of Perth was taken into the graving dock to-day. The only part which at present appears damaged is the stern. About twenty feet of her rudder was carried away, and the kelson and keel, together with five plates from the keel upwards, are completely torn away. Apart from this she seems in good condition. A large sum was collected on Saturday for the assistance of the victims of the fire. Captain Kitchener and the infant are dangerously ill. At the inquest, a verdict of accidental death was returned. The jury expressed the opinion that Constable Dwyer is deserving praise for his exertions to save life. BLUFF. This day. Doctor Galbraith arrived by special train at 1 a.m., and after examining the crew and passengers of the Ringarooma gave a clean bill of health. One child only is suffering from measles. The steamer then came up to the wharf, and landed the mails at 2 a.m. CALOGRAMS. [Reuter's Special.] London, July 2. Channel Tunnel Stopped. The Government has applied to the Supreme Court for an injunction to restrain the promoters of the Channel Tunnel Scheme from proceeding further with the work of construction. Capetown, June 30. Zululand Quiet. All hostilities in Zululand have now ceased, the rival chiefs Oham and Dabako having been pacified by the British residents. bbox=[477, 28, 638, 1441]
table-row: 8—Saturday 11.49 0.15 7.17 4.51 bbox=[176, 117, 324, 135]
table-row: Seaman H. Davis 108 bbox=[811, 1248, 957, 1257]
article-paragraph: The people of Norway are agitating for the clearance of that country from the kingdom of Sweden. They desire the formation of Norway into an independent Republic. bbox=[809, 230, 959, 276]
article-paragraph: Amount of Revenue collected at the Port of Thames this day:— bbox=[6, 795, 164, 814]
column-6: A STRIKING STRIKE. A serious disturbance has occurred in Albany, capital of New York County. A large number of platelayers, who had struck for an increase of wages, attacked their fellow laborers who would not join the movement, and a regular riot ensued, which was only quelled by the military being called out. Great numbers of persons were wounded, but fortunately no loss of life is reported. RUSSIA ENCOURAGES COTTON INDUSTRY. In order to develop the manufacture of cotton in Russia, the Government of that country has considerably reduced the import duty on the raw material. NORWAY AIMING AT REPUBLICANISM. The people of Norway are agitating for the clearance of that country from the kingdom of Sweden. They desire the formation of Norway into an independent Republic. GUITEAU PRONOUNCED SANE. The inquiry into the sanity of Guiteau has been concluded with the result that his sanity has been fully established. BOWIE KNIVES FOR IRELAND. Amongst the arms recently seized at Clerkenwell, and supposed to be destined for the use of Fenians, were a quantity of weapons similar in construction to the species of bowie knives, with which the Phoenix Park murders are supposed to have been committed. They are evidently of American manufacture. A BROTHER'S LOVE. The brother of Guiteau is making strenuous efforts to gain remission of his sentence in the plea of his sanity. He is striving, but with small chance of success, to obtain an interview with President Arthur, in order to plead his brother's case. Gibson has been tried and convicted. He was sentenced to 7 years imprisonment with hard labor. TE AROHA. [By Telegraph.] (From our own correspondent.) Te Aroha, This day. The Waitoa settlers held a meeting on Saturday evening to discuss the bridge at Te Aroha and other matters. The Mayor of Thames attended by invitation, and resolutions were passed asking the cooperation of the member for the district and goldfield members in securing the erection of the proposed bridge at Gordon and the gantown for the convenience of the settlers getting stock to Te Aroha and the Thames markets. The chairman was authorised to communicate with the members on the matter. The town is spreading in the direction of Waiorongomai. The Premier, Waitoki, Werahiko, and other mines are looking well for good yields. The battery is progressing. Later. The gale on Saturday night blew down the framework of the battery-house, and demolished a store in course of erection, on section 13, for Mr Wilson, draper. The store was nearly finished at the time. No damage was done at Te Aroha township. Prize Firing. The Navals competed at the range on Saturday last in two squads for prizes presented to the Brigade. It was the second competition for the aggregate for first class shots for Captain Wildman's prize, and the first competition of an aggregate of two competitions for the ring for second class shots. P.O. W. Armstrong is again at the top with a good score of 77 points, and Seaman Floyd again leads for second class prize. The ranges were 200, 300, and 400 yards, 7 shots at each. The following are the principal scores:— 1st Class. P.O. W. Armstrong 77 Seaman J. Floyd 71 P.O. J. Thomas 70 Bandsman G. Gill 67 P.O. A. Thomas 65 Bandsman C. White 63 Seaman H. Davis 62 Seaman J. Cameron 61 Seaman J. Woolcock 59 2nd Class. Seaman B. Berryman 56 P.O. A. Carter 55 Seaman J. Savage 53 Paymaster W. Hill 52 Seaman Tupari 48 Seaman C. Clarke 45 Seaman Goldsworthy 43 Bandsman A. Rollands 42 Seaman W. Patterson 35 Seaman A. James 32 Aggregate, 1st Class. P.O. Armstrong 145 Seaman J. Floyd 119 P.O. A. Thomas 117 P.O. J. Thomas 115 Seaman H. Davis 108 Seaman C. White 105 Thames Rifle Rangers. The firing for the Andrews' Challenge Cup and a Microscope (given by Vol. Inglis), eventuated at the Range this morning. The ranges were 200, 300, and 500 yard, 7 shots at each range. The highest scorer was Vol. Inglis, with the score of 77, being closely followed by the old veteran Sergt. Gibbs with 76 points. Volunteer Greenville with 60, and Vol. Sherlock with 54 points were the next highest. OUR MINES. SOUTHERN CROSS. The stopes on the hanging-wall leader are up about 30 feet from the level. The reef maintains its size, being about 2 feet in thickness. No gold is seen in breaking down, but the quartz carries a large percentage of good mineral, and is shaping for a payable return at the Alburnia battery, where 13 head of stampers are kept on it 8 hours per day. The drives in the main reef at the intermediate level on to the south are still being pushed ahead, but no change worthy of mention has taken place lately. THAMES DEEP LEVEL TRIBUTE COMPANY. The water in the three winzes having disappeared, the manager hopes to be able to push on work in them without delay. The gas at the 300 feet level is being rapidly dispelled, and the air will probably be good enough for the men to work in in a day or two. As soon as bbox=[803, 28, 959, 1441]
post-office-heading: POST OFFICE NOTICES. bbox=[23, 849, 147, 860]
article-paragraph: Editor of Freiheit has been sentenced to eighteen months' imprisonment for publishing an article justifying the Phoenix Park murders. bbox=[646, 51, 801, 88]
ad-heading: OUR MANUFACTURES bbox=[185, 323, 301, 334]
ad-manager: Charles Hill ... Manager. bbox=[6, 1013, 91, 1022]
article-heading: Australians v. Leicestershire. bbox=[649, 470, 798, 481]
article-paragraph: Mr Tighe, of Sydney, and Mr Dent, ex Mayor of Lambton, have been appointed arbitrators on behalf of the Borehole miners, and Mr Crondace, the colliery manager, and Mr Hall, merchant, Newcastle, arbitrators for the Australian Agricultural Company. bbox=[646, 809, 801, 874]
ad-enterprise-heading: STEAM TO AUCKLAND, bbox=[25, 252, 145, 263]
table-row: 3—Monday 8.27 8.46 7.18 4.49 bbox=[176, 53, 324, 62]
article-paragraph: The water in the three winzes having disappeared, the manager hopes to be able to push on work in them without delay. The gas at the 300 feet level is being rapidly dispelled, and the air will probably be good enough for the men to work in in a day or two. As soon as bbox=[809, 1574, 959, 1648]
table-header-row: JULY. Morn. Even. Rises Sets bbox=[176, 44, 324, 53]
article-paragraph: Doctor Galbraith arrived by special train at 1 a.m., and after examining the crew and passengers of the Ringarooma gave a clean bill of health. One child only is suffering from measles. The steamer then came up to the wharf, and landed the mails at 2 a.m. bbox=[483, 1393, 638, 1467]
ad-body: Is the Cheapest Paint— For all kinds of Wood-work—Bridges, Barns, Gates, and Outbuildings. For Machinery, Steam Boilers, and every description of Iron work. For Ships and Boats. For Agricultural Implements. For Branding Sheep. For Marking Flour Bags, Sacks, and Bales. For Priming all kinds of Work. In durability it is equal to two coats of Lead paint; it preserves all material covered by it from decay, and is not either a poison or injurious to health. Weatherboards, shingles, &c., painted with it will resist fire. Can be had in powder or ground in oil. bbox=[6, 1021, 164, 1126]
article-paragraph: The Salary of a Prima Donna.—Mr J. H. Mapleson, writing to the Times in correction of statements as to the amount to be paid to Madame Adelina Patti for the forthcoming opera season in the United States, states that the great prima donna is engaged to him for six months, commencing in October next, to sing at least twice a week, for which she is to receive £917 a night. The sum of £9170 has been already placed to her credit at her bankers in New York, as a guarantee for the payment of the last ten nights' services. In addition to this, Madame Patti will have her private Pullman travelling car, containing drawing and dining rooms, kitchen, and sleeping accommodation for the whole of her servants, as well as two cooks, who will accompany the expedition. bbox=[967, 1420, 1113, 1623]
moon-phase: Moon's Last Quarter—8th, 9.30 a.m. bbox=[180, 144, 306, 153]
article-paragraph: The Bay of Plenty Times in an article advocating establishing a coach between Tauranga and the Thames says:—"Now that through passenger traffic by coach is practicable from Tauranga to the Thames, the time should be lost in applying to the Government for a liberal mail subsidy. The communication between here and the Upper Thames District, which adjoins Katikati, is of so intermittent and uncertain a character that some better provision than at present exists is urgently needed. It seems an utter absurdity that two important districts adjoining each other should have no better mail communication than the present one. If a person at Katikati wishes to communicate with a friend at Waihi, a distance of between fifteen and 20 miles, he bbox=[320, 1404, 475, 1598]
bank-notice-heading: BANK OF NEW ZEALAND. bbox=[176, 764, 310, 775]
article-paragraph: Eureka.—The manager is still continuing on the low level, and is now in a good sandstone country. When the tunnel is in under the shot of gold it will give from 200 to 300 feet of backs. bbox=[967, 1215, 1113, 1271]
section-shipping: Shipping bbox=[58, 31, 112, 43]
table-row: 5—Wednesday 9.45 10. 0 7.18 4.50 bbox=[176, 80, 324, 98]
article-paragraph: The Irish Repression Bill has been again under consideration in Committee of the whole House of Commons, and after a very lengthened debate, and despite great opposition, all the clauses have been passed. The bill came up for consideration soon after the meeting of the House yesterday, and discussion continued during the whole of last night and until a late hour to-day, the sitting lasting in all for 32 hours. Great opposition was shown to the passage of the bill by Parnell and the Home Rulers, and their action was of such an obstructive and disorderly character that Parnell and 16 of his supporters were suspended for the remainder of the sitting. The obstruction, nevertheless, continued, and finally six more Home Rulers were suspended for like disorderly conduct. The debate then proceeded more quietly, and, as previously stated, all the clauses were passed at length through Committee. bbox=[646, 166, 801, 396]
ad-body: To Te Aroha. Tuesday, 4th, at 7 morning, from Shortland. Thursday, 6th, at 8 morning, from Shortland. Saturday, 8th, at 9 morning, from Shortland. From Te Aroha, calling at Junction. Wednesday, 5th, at 9 morning. Friday, 6th, at 6 morning. bbox=[6, 580, 164, 645]
section-special-ads: Special Advertisements. bbox=[195, 163, 291, 185]
article-paragraph: Active preparations continue for the despatch of troops to Egypt. A siege train of 72 guns is also being got in readiness at the Woolwich arsenal for that country. bbox=[646, 411, 801, 458]
article-paragraph: Where the railway accident occurred on Saturday night, there is a sharp curve, and the grade is 1 in 37. Several trucks left the rails at the same place some months ago. The two trucks which went over were about the centre of the train. Two other trucks were pulled off the rails, but not over the embankment, before the couplings gave way. bbox=[483, 859, 638, 952]
table-row: Beer Duty 37 8 2 bbox=[8, 824, 162, 833]
ad-agent: A. & N.S.F. Co.'s Office, Shortland. bbox=[44, 459, 164, 468]
article-paragraph: The New South Wales revenue for the June quarter has been published. The total receipts for the period named were £1,907,000, being an increase of £317,000 on the June quarter of last year. The customs show an increase of £46,867, of which spirits contributed £20,571. The taxation shows an increase of £56,518. The returns show the following decreases in revenue, from sugar £3345, from beer £1428. bbox=[646, 1115, 801, 1217]
article-paragraph: The battery is progressing. bbox=[817, 780, 922, 790]
column-3 bbox=[314, 28, 475, 1598]
article-paragraph: The natives at Parihaka are now idle and indolent. They say they expect to see Te Whiti coming in the clouds from the South Island. bbox=[483, 354, 638, 391]
ad-heading: PUBLIC APPRECIATION. bbox=[197, 378, 289, 398]
issue-date: July 1, 1882. bbox=[1033, 4, 1104, 17]
ad-text: Try our Clothing made of the bbox=[192, 424, 294, 433]
article-paragraph: Premier.—The manager, Mr Gavin, has been driving through the hanging-wall reef, and is now driving to intersect the footwall lode, which is showing streaks of good gold on the surface, and expects to cut it within the next few days. He is also taking down the reef formerly stripped, and gold is showing freely in every breaking down. bbox=[967, 605, 1113, 698]
article-heading: QUEEN OF BEAUTY. bbox=[988, 221, 1092, 232]
article-paragraph: Guiteau, the assassin of General Garfield, was hanged to-day. bbox=[646, 113, 801, 132]
ad-body: AN AGENCY of this Bank will be OPENED at Aroha, on and after 3rd July, 1882, under Mr G. A. Burgess. bbox=[175, 776, 311, 801]
article-paragraph: It is reported here that Arabi Pasha is about to proceed to Constantinople. bbox=[646, 720, 801, 739]
table-row: 6 Thursday 10.22 10.43 7.18 4.50 bbox=[176, 98, 324, 107]
article-paragraph: The Archbishop of Canterbury (Dr Tait) is decidedly favorable to the proceeding of the Salvation Army, and has recently subscribed to their funds. bbox=[646, 1682, 801, 1720]
article-paragraph: Subscriptions are being raised throughout France for alleviating the suffering of Europeans who have been compelled to fly from Egypt. In Paris it is proposed to organise a gigantic lottery of 10,000,000 francs to assist the movement. bbox=[646, 1370, 801, 1435]
article-heading: GUITEAU PRONOUNCED SANE. bbox=[820, 279, 948, 299]
page-number: 1 bbox=[10, 4, 17, 17]
article-paragraph: Amongst the arms recently seized at Clerkenwell, and supposed to be destined for the use of Fenians, were a quantity of weapons similar in construction to the species of bowie knives, with which the Phoenix Park murders are supposed to have been committed. They are evidently of American manufacture. bbox=[809, 361, 959, 445]
tide-table-heading: TIDE TABLE bbox=[211, 31, 275, 41]
article-paragraph: A match has been arranged between Huckstep and Walsh for £50 a-side for a seven mile walking race, to decide the championship of Auckland. bbox=[483, 741, 638, 779]
article-heading: RUSSIA ENCOURAGES COTTON INDUSTRY. bbox=[826, 147, 942, 167]
dateline-place: BLUFF. bbox=[542, 1373, 579, 1384]
